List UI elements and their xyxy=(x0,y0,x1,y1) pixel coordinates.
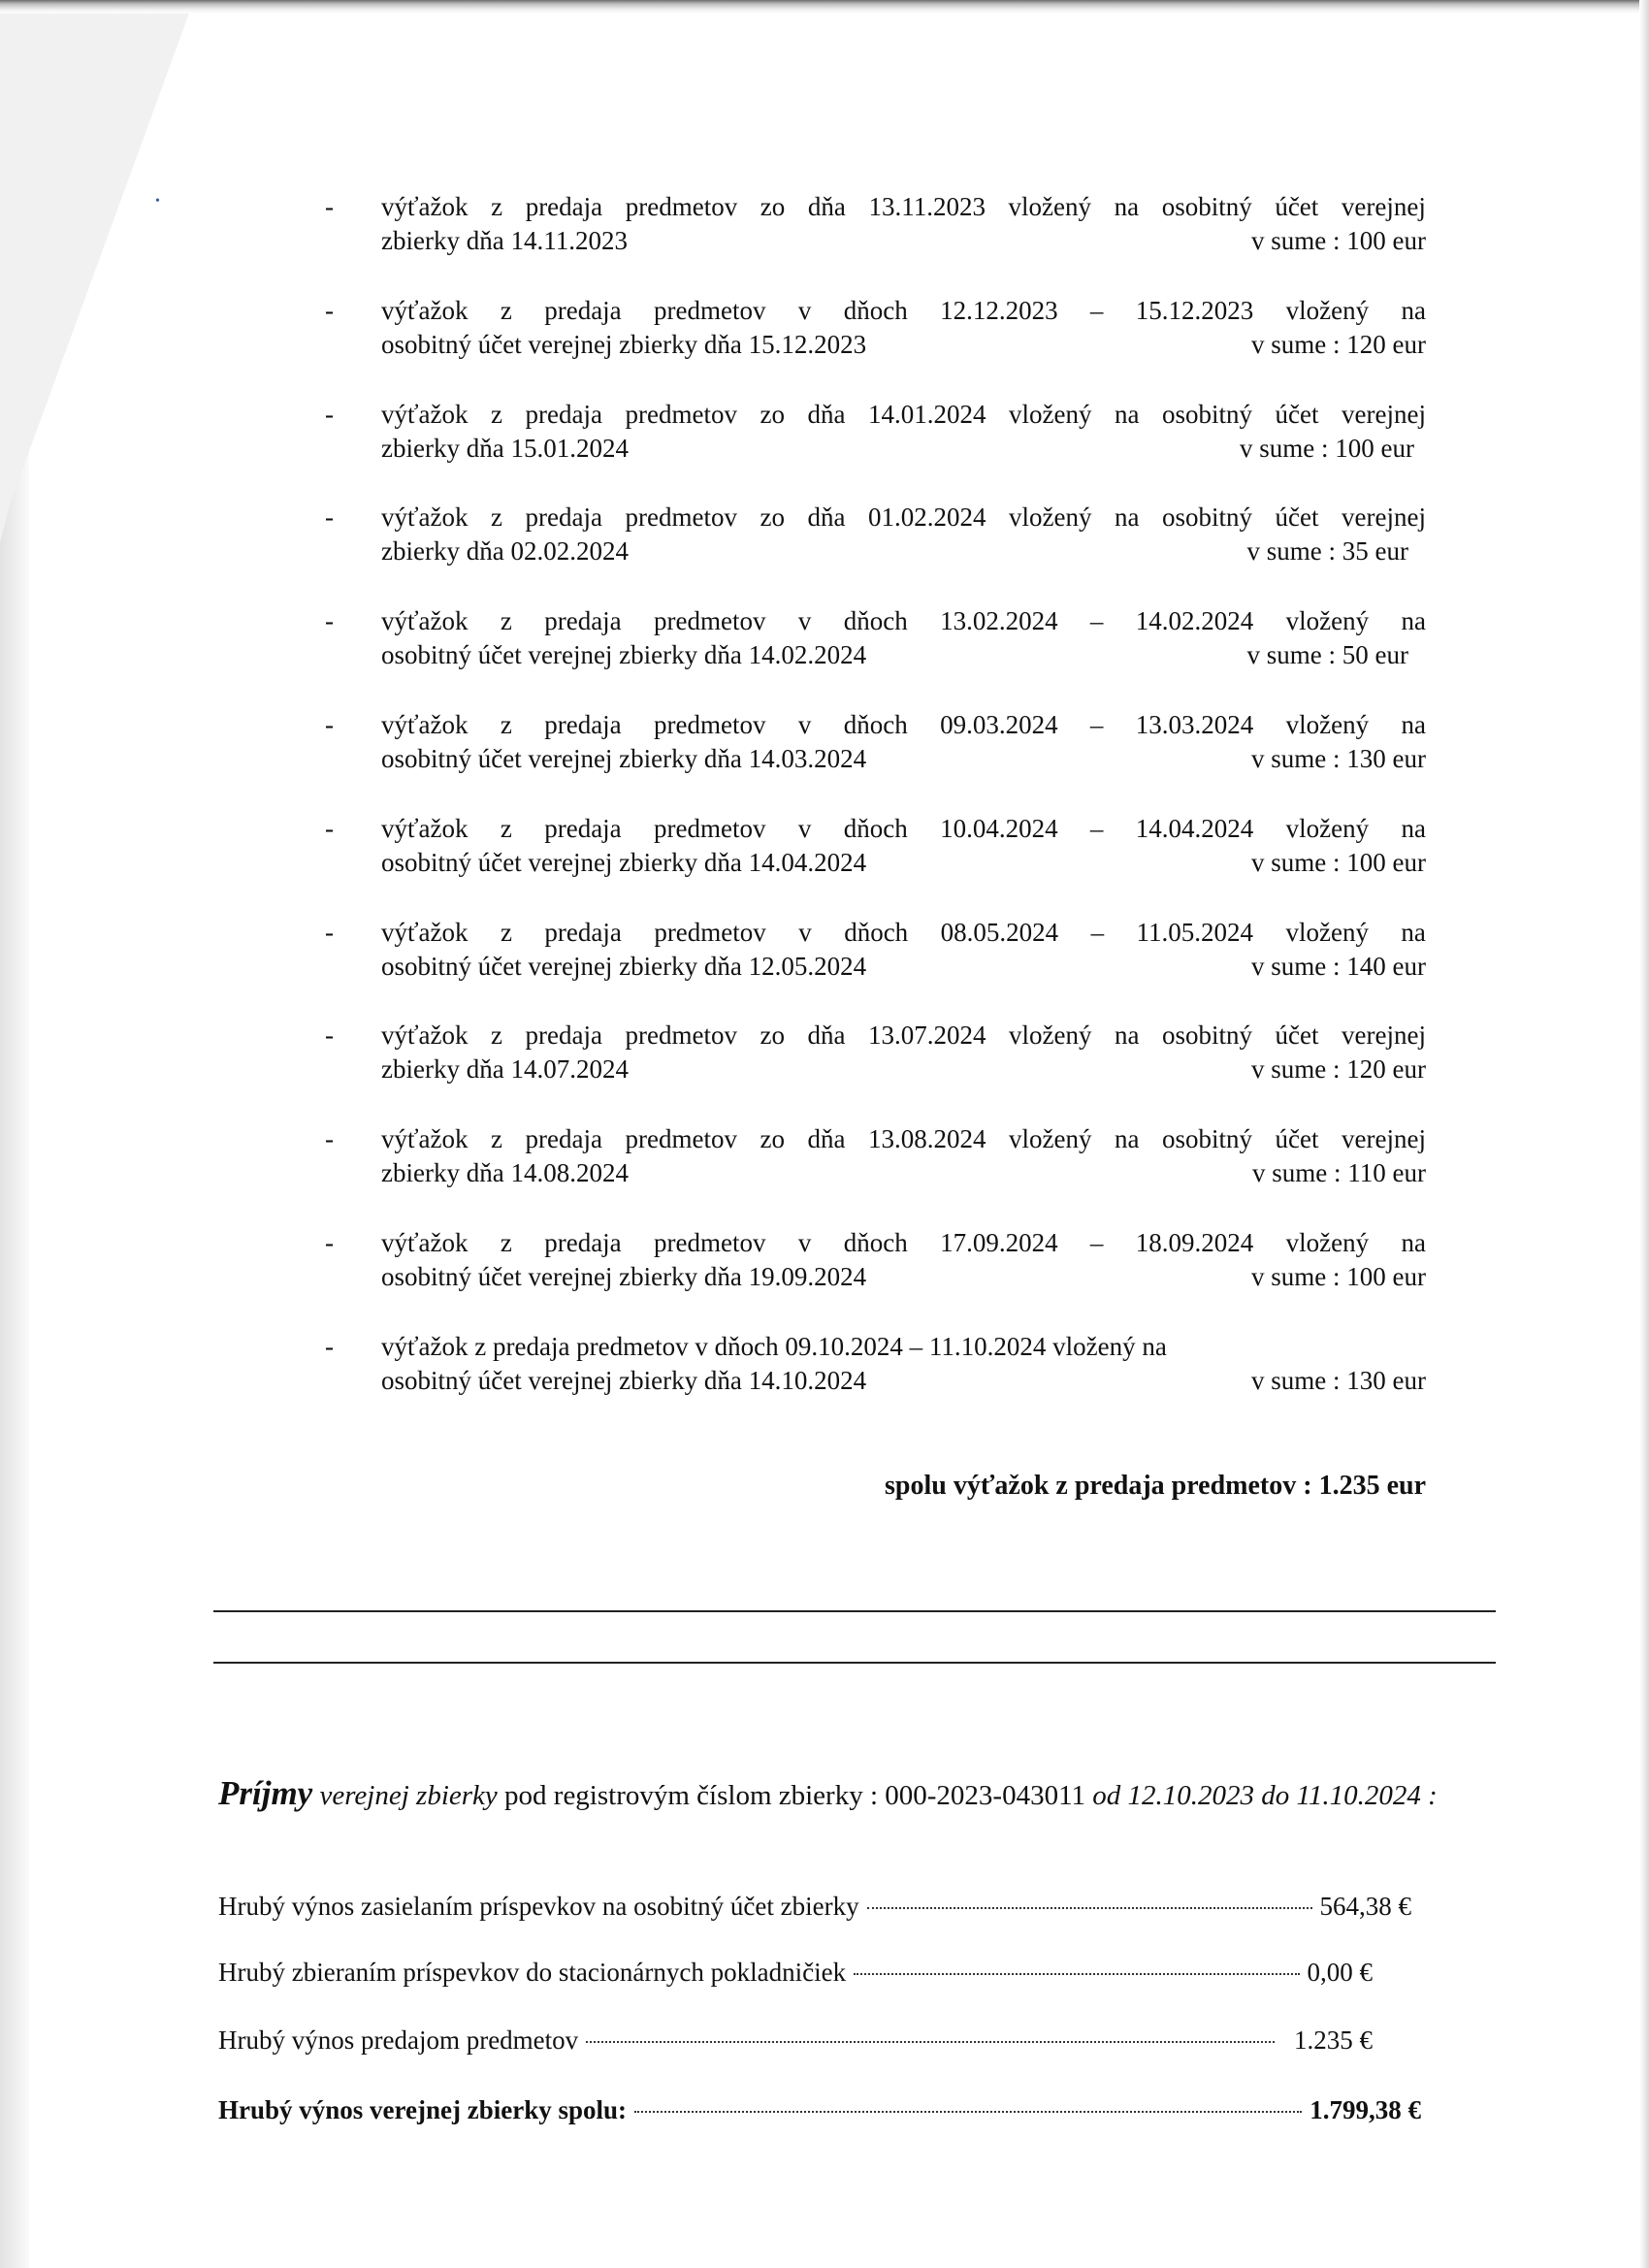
item-sum: v sume : 35 eur xyxy=(1246,536,1408,566)
list-dash: - xyxy=(325,1332,334,1361)
item-line-1 xyxy=(381,1019,1426,1053)
total-proceeds: spolu výťažok z predaja predmetov : 1.235 eur xyxy=(885,1471,1426,1501)
word: dňoch xyxy=(844,918,909,947)
word: 13.11.2023 xyxy=(868,192,986,221)
list-item xyxy=(325,501,1426,568)
scan-mark: • xyxy=(155,194,160,209)
word: zo xyxy=(760,1021,785,1050)
item-line-1 xyxy=(381,708,1426,742)
word: verejnej xyxy=(1342,1021,1426,1050)
list-item xyxy=(325,1019,1426,1086)
list-item xyxy=(325,1122,1426,1190)
word: vložený xyxy=(1008,192,1092,221)
word: 10.04.2024 xyxy=(940,814,1058,843)
word: 13.02.2024 xyxy=(940,606,1058,635)
word: 17.09.2024 xyxy=(940,1228,1058,1257)
word: verejnej xyxy=(1342,400,1426,429)
item-sum: v sume : 110 eur xyxy=(1252,1158,1426,1187)
scan-shadow-top xyxy=(0,0,1649,14)
item-line-1 xyxy=(381,916,1426,950)
word: osobitný xyxy=(1162,400,1253,429)
word: z xyxy=(500,918,512,947)
list-item xyxy=(325,1226,1426,1294)
word: dňoch xyxy=(843,1228,908,1257)
summary-row xyxy=(218,1892,1421,1922)
item-line-1 xyxy=(381,1122,1426,1156)
leader-dots xyxy=(854,1973,1299,1975)
summary-label: Hrubý výnos predajom predmetov xyxy=(218,2025,579,2055)
item-sum: v sume : 50 eur xyxy=(1246,640,1408,669)
word: v xyxy=(797,710,812,739)
word: účet xyxy=(1275,1124,1319,1153)
word: 14.04.2024 xyxy=(1135,814,1254,843)
item-sum: v sume : 120 eur xyxy=(1251,1054,1426,1084)
word: 09.03.2024 xyxy=(940,710,1058,739)
item-line-1 xyxy=(381,604,1426,638)
word: predmetov xyxy=(654,918,766,947)
list-item xyxy=(325,398,1426,466)
word: dňa xyxy=(807,400,846,429)
word: dňa xyxy=(807,502,846,532)
word: dňoch xyxy=(843,710,908,739)
list-item xyxy=(325,708,1426,776)
list-item xyxy=(325,294,1426,362)
item-line-2: osobitný účet verejnej zbierky dňa 14.10.2024 xyxy=(381,1366,867,1395)
summary-label: Hrubý výnos verejnej zbierky spolu: xyxy=(218,2095,628,2124)
word: vložený xyxy=(1285,1228,1370,1257)
item-line-1 xyxy=(381,294,1426,328)
word: z xyxy=(491,1021,503,1050)
item-line-2: zbierky dňa 14.11.2023 xyxy=(381,226,628,255)
word: osobitný xyxy=(1161,192,1252,221)
word: z xyxy=(500,296,512,325)
word: 12.12.2023 xyxy=(940,296,1058,325)
word: vložený xyxy=(1285,296,1370,325)
word: dňa xyxy=(807,1124,846,1153)
word: účet xyxy=(1275,502,1319,532)
word: výťažok xyxy=(381,1124,469,1153)
item-sum: v sume : 120 eur xyxy=(1251,330,1426,359)
word: vložený xyxy=(1285,606,1370,635)
summary-row xyxy=(218,1958,1421,1988)
word: zo xyxy=(760,502,785,532)
word: predaja xyxy=(544,296,622,325)
heading-title: Príjmy xyxy=(218,1774,313,1812)
word: predaja xyxy=(525,1021,602,1050)
word: predmetov xyxy=(625,1021,737,1050)
word: – xyxy=(1089,606,1104,635)
word: 13.03.2024 xyxy=(1135,710,1254,739)
word: zo xyxy=(760,1124,785,1153)
summary-value: 0,00 € xyxy=(1307,1958,1373,1987)
word: na xyxy=(1401,918,1426,947)
word: 14.02.2024 xyxy=(1135,606,1254,635)
word: verejnej xyxy=(1342,502,1426,532)
word: predaja xyxy=(525,400,602,429)
list-dash: - xyxy=(325,400,334,429)
word: na xyxy=(1115,1124,1140,1153)
word: predmetov xyxy=(654,606,766,635)
word: predaja xyxy=(544,1228,622,1257)
item-line-1 xyxy=(381,190,1426,224)
word: z xyxy=(491,400,503,429)
list-dash: - xyxy=(325,918,334,947)
item-line-1 xyxy=(381,398,1426,432)
word: predaja xyxy=(525,502,602,532)
word: – xyxy=(1089,814,1104,843)
word: zo xyxy=(760,192,786,221)
divider-line xyxy=(213,1662,1496,1664)
word: v xyxy=(798,918,812,947)
leader-dots xyxy=(867,1907,1312,1909)
heading-part-3: od 12.10.2023 do 11.10.2024 : xyxy=(1092,1780,1438,1811)
word: výťažok xyxy=(381,1228,469,1257)
word: výťažok xyxy=(381,814,469,843)
word: osobitný xyxy=(1162,502,1253,532)
word: výťažok xyxy=(381,606,469,635)
word: v xyxy=(797,1228,812,1257)
item-line-2: osobitný účet verejnej zbierky dňa 14.04.2024 xyxy=(381,848,867,877)
word: na xyxy=(1401,1228,1426,1257)
item-sum: v sume : 140 eur xyxy=(1251,952,1426,981)
list-dash: - xyxy=(325,296,334,325)
item-line-2: zbierky dňa 14.07.2024 xyxy=(381,1054,629,1084)
list-dash: - xyxy=(325,710,334,739)
item-sum: v sume : 100 eur xyxy=(1251,226,1426,255)
word: predaja xyxy=(525,1124,602,1153)
word: z xyxy=(500,1228,512,1257)
list-item xyxy=(325,812,1426,880)
item-line-2: osobitný účet verejnej zbierky dňa 12.05.2024 xyxy=(381,952,867,981)
list-item xyxy=(325,190,1426,258)
item-line-1 xyxy=(381,501,1426,535)
item-line-2: zbierky dňa 02.02.2024 xyxy=(381,536,629,566)
item-line-2: osobitný účet verejnej zbierky dňa 19.09.2024 xyxy=(381,1262,867,1291)
word: 11.05.2024 xyxy=(1136,918,1254,947)
leader-dots xyxy=(586,2041,1275,2043)
word: v xyxy=(797,296,812,325)
word: výťažok xyxy=(381,918,469,947)
word: na xyxy=(1115,1021,1140,1050)
leader-dots xyxy=(634,2111,1302,2113)
word: verejnej xyxy=(1341,192,1426,221)
list-dash: - xyxy=(325,1021,334,1050)
list-item xyxy=(325,916,1426,984)
word: predmetov xyxy=(625,1124,737,1153)
word: – xyxy=(1090,918,1105,947)
list-dash: - xyxy=(325,502,334,532)
item-sum: v sume : 100 eur xyxy=(1240,434,1414,463)
word: vložený xyxy=(1009,400,1092,429)
word: výťažok xyxy=(381,710,469,739)
word: vložený xyxy=(1285,710,1370,739)
scan-fold-left xyxy=(0,0,252,2268)
word: osobitný xyxy=(1162,1124,1253,1153)
word: na xyxy=(1115,502,1140,532)
summary-label: Hrubý výnos zasielaním príspevkov na osobitný účet zbierky xyxy=(218,1892,859,1921)
word: predaja xyxy=(544,814,622,843)
word: 01.02.2024 xyxy=(867,502,986,532)
list-item xyxy=(325,604,1426,672)
word: verejnej xyxy=(1342,1124,1426,1153)
word: predaja xyxy=(525,192,603,221)
summary-value: 1.799,38 € xyxy=(1310,2095,1421,2124)
list-dash: - xyxy=(325,1124,334,1153)
heading-part-1: verejnej zbierky xyxy=(319,1780,498,1811)
word: z xyxy=(491,502,503,532)
word: vložený xyxy=(1009,502,1092,532)
word: – xyxy=(1089,710,1104,739)
item-line-2: osobitný účet verejnej zbierky dňa 14.03.2024 xyxy=(381,744,867,773)
word: vložený xyxy=(1009,1021,1092,1050)
word: predmetov xyxy=(654,814,766,843)
word: vložený xyxy=(1285,814,1370,843)
word: na xyxy=(1401,710,1426,739)
word: predmetov xyxy=(625,400,737,429)
word: z xyxy=(500,814,512,843)
word: predaja xyxy=(544,606,622,635)
word: výťažok xyxy=(381,502,469,532)
word: predmetov xyxy=(654,1228,766,1257)
word: – xyxy=(1089,1228,1104,1257)
word: predmetov xyxy=(625,192,738,221)
word: 18.09.2024 xyxy=(1135,1228,1254,1257)
item-line-2: osobitný účet verejnej zbierky dňa 15.12.2023 xyxy=(381,330,867,359)
word: výťažok xyxy=(381,296,469,325)
word: vložený xyxy=(1285,918,1369,947)
item-line-1 xyxy=(381,1226,1426,1260)
list-dash: - xyxy=(325,606,334,635)
word: na xyxy=(1114,192,1140,221)
word: predaja xyxy=(544,918,622,947)
item-line-2: zbierky dňa 15.01.2024 xyxy=(381,434,629,463)
word: v xyxy=(797,814,812,843)
word: z xyxy=(500,710,512,739)
summary-value: 564,38 € xyxy=(1319,1892,1411,1921)
word: dňa xyxy=(807,192,846,221)
word: dňa xyxy=(807,1021,846,1050)
word: z xyxy=(491,192,503,221)
word: osobitný xyxy=(1162,1021,1253,1050)
heading-part-2: pod registrovým číslom zbierky : 000-2023-043011 xyxy=(504,1780,1086,1811)
word: 15.12.2023 xyxy=(1135,296,1254,325)
item-sum: v sume : 130 eur xyxy=(1251,1366,1426,1395)
word: výťažok xyxy=(381,1021,469,1050)
word: dňoch xyxy=(843,814,908,843)
word: na xyxy=(1401,606,1426,635)
word: predaja xyxy=(544,710,622,739)
item-sum: v sume : 130 eur xyxy=(1251,744,1426,773)
word: 13.08.2024 xyxy=(867,1124,986,1153)
summary-value: 1.235 € xyxy=(1294,2025,1373,2055)
word: predmetov xyxy=(625,502,737,532)
item-line-1: výťažok z predaja predmetov v dňoch 09.10.2024 – 11.10.2024 vložený na xyxy=(381,1332,1167,1361)
word: dňoch xyxy=(843,296,908,325)
word: v xyxy=(797,606,812,635)
word: 13.07.2024 xyxy=(867,1021,986,1050)
section-heading xyxy=(218,1775,1479,1814)
summary-label: Hrubý zbieraním príspevkov do stacionárnych pokladničiek xyxy=(218,1958,847,1987)
word: vložený xyxy=(1009,1124,1092,1153)
list-dash: - xyxy=(325,814,334,843)
word: 08.05.2024 xyxy=(940,918,1059,947)
list-dash: - xyxy=(325,1228,334,1257)
word: účet xyxy=(1275,1021,1319,1050)
word: z xyxy=(491,1124,503,1153)
word: – xyxy=(1089,296,1104,325)
item-sum: v sume : 100 eur xyxy=(1251,1262,1426,1291)
word: z xyxy=(500,606,512,635)
summary-row-total xyxy=(218,2095,1421,2125)
word: predmetov xyxy=(654,296,766,325)
word: výťažok xyxy=(381,192,469,221)
word: predmetov xyxy=(654,710,766,739)
divider-line xyxy=(213,1610,1496,1612)
list-item xyxy=(325,1330,1426,1398)
word: dňoch xyxy=(843,606,908,635)
word: zo xyxy=(760,400,785,429)
scan-shadow-right xyxy=(1639,0,1649,2268)
word: účet xyxy=(1275,400,1319,429)
item-line-2: osobitný účet verejnej zbierky dňa 14.02.2024 xyxy=(381,640,867,669)
word: účet xyxy=(1275,192,1319,221)
item-line-1 xyxy=(381,812,1426,846)
word: 14.01.2024 xyxy=(867,400,986,429)
word: na xyxy=(1115,400,1140,429)
word: na xyxy=(1401,814,1426,843)
summary-row xyxy=(218,2025,1421,2056)
list-dash: - xyxy=(325,192,334,221)
item-sum: v sume : 100 eur xyxy=(1251,848,1426,877)
word: na xyxy=(1401,296,1426,325)
word: výťažok xyxy=(381,400,469,429)
item-line-2: zbierky dňa 14.08.2024 xyxy=(381,1158,629,1187)
